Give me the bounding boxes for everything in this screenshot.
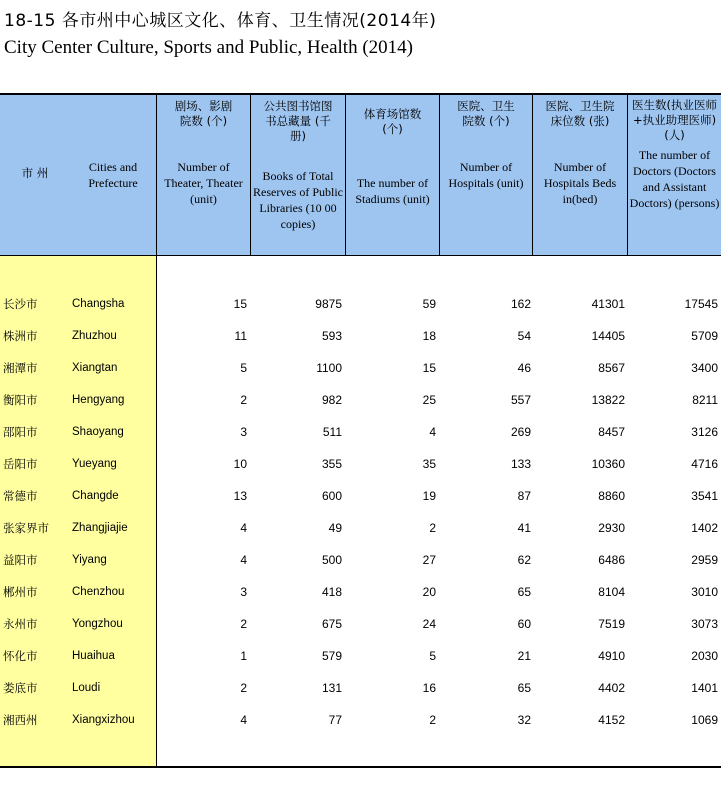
table-row [0, 520, 721, 552]
cell-stadiums: 59 [422, 297, 436, 311]
city-name-en: Huaihua [72, 650, 115, 662]
city-name-en: Shaoyang [72, 426, 124, 438]
cell-doctors: 3073 [691, 617, 718, 631]
table-row [0, 424, 721, 456]
cell-hospitals: 21 [517, 649, 531, 663]
cell-books: 600 [321, 489, 342, 503]
cell-books: 579 [321, 649, 342, 663]
cell-hospitals: 557 [510, 393, 531, 407]
cell-doctors: 3126 [691, 425, 718, 439]
cell-theater: 15 [233, 297, 247, 311]
table-row [0, 296, 721, 328]
cell-doctors: 2030 [691, 649, 718, 663]
cell-beds: 4152 [598, 713, 625, 727]
cell-stadiums: 15 [422, 361, 436, 375]
header-city-en: Cities and Prefecture [88, 160, 138, 190]
cell-books: 1100 [316, 361, 342, 375]
city-name-cn: 长沙市 [3, 297, 38, 311]
table-row [0, 392, 721, 424]
cell-doctors: 1069 [691, 713, 718, 727]
cell-books: 355 [321, 457, 342, 471]
city-name-en: Yueyang [72, 458, 117, 470]
city-name-en: Loudi [72, 682, 101, 694]
cell-stadiums: 16 [422, 681, 436, 695]
city-name-en: Zhuzhou [72, 330, 117, 342]
cell-beds: 4910 [598, 649, 625, 663]
header-theater: 剧场、影剧院数 (个) Number of Theater, Theater (unit) [156, 95, 250, 255]
cell-hospitals: 62 [517, 553, 531, 567]
cell-theater: 4 [240, 553, 247, 567]
cell-stadiums: 2 [429, 521, 436, 535]
cell-beds: 14405 [591, 329, 625, 343]
cell-theater: 1 [240, 649, 247, 663]
cell-stadiums: 35 [422, 457, 436, 471]
cell-beds: 8457 [598, 425, 625, 439]
city-name-en: Changde [72, 490, 119, 502]
cell-books: 511 [322, 425, 342, 439]
bottom-rule [0, 766, 721, 768]
cell-stadiums: 2 [429, 713, 436, 727]
city-name-cn: 株洲市 [3, 329, 38, 343]
city-name-cn: 邵阳市 [3, 425, 38, 439]
table-row [0, 584, 721, 616]
city-name-cn: 湘西州 [3, 713, 38, 727]
city-name-cn: 怀化市 [3, 649, 38, 663]
cell-stadiums: 27 [422, 553, 436, 567]
city-name-en: Zhangjiajie [72, 522, 128, 534]
cell-beds: 10360 [591, 457, 625, 471]
header-city-cn: 市 州 [21, 166, 49, 180]
cell-stadiums: 18 [422, 329, 436, 343]
cell-beds: 2930 [598, 521, 625, 535]
cell-theater: 2 [240, 681, 247, 695]
city-name-cn: 湘潭市 [3, 361, 38, 375]
city-name-en: Chenzhou [72, 586, 125, 598]
cell-doctors: 8211 [692, 393, 718, 407]
cell-doctors: 1402 [691, 521, 718, 535]
city-name-en: Yiyang [72, 554, 107, 566]
header-stadiums: 体育场馆数 (个) The number of Stadiums (unit) [345, 95, 439, 255]
cell-doctors: 3541 [691, 489, 718, 503]
page-title-en: City Center Culture, Sports and Public, Health (2014) [4, 37, 413, 58]
cell-stadiums: 20 [422, 585, 436, 599]
cell-beds: 8104 [598, 585, 625, 599]
city-name-cn: 衡阳市 [3, 393, 38, 407]
cell-hospitals: 41 [517, 521, 531, 535]
cell-theater: 4 [240, 713, 247, 727]
cell-theater: 3 [240, 585, 247, 599]
cell-hospitals: 54 [517, 329, 531, 343]
table-header [0, 95, 721, 256]
city-name-cn: 郴州市 [3, 585, 38, 599]
cell-stadiums: 19 [422, 489, 436, 503]
city-name-en: Hengyang [72, 394, 125, 406]
cell-books: 593 [321, 329, 342, 343]
cell-theater: 2 [240, 617, 247, 631]
cell-doctors: 3400 [691, 361, 718, 375]
table-row [0, 616, 721, 648]
table-row [0, 552, 721, 584]
cell-theater: 2 [240, 393, 247, 407]
table-row [0, 648, 721, 680]
cell-books: 675 [321, 617, 342, 631]
table-row [0, 712, 721, 744]
page-title-cn: 18-15 各市州中心城区文化、体育、卫生情况(2014年) [4, 11, 437, 31]
cell-books: 49 [328, 521, 342, 535]
city-name-en: Changsha [72, 298, 125, 310]
cell-beds: 4402 [598, 681, 625, 695]
cell-stadiums: 25 [422, 393, 436, 407]
city-name-en: Xiangtan [72, 362, 118, 374]
cell-hospitals: 162 [510, 297, 531, 311]
cell-beds: 13822 [591, 393, 625, 407]
cell-hospitals: 65 [517, 681, 531, 695]
cell-stadiums: 24 [422, 617, 436, 631]
cell-theater: 4 [240, 521, 247, 535]
cell-beds: 7519 [598, 617, 625, 631]
cell-books: 9875 [315, 297, 342, 311]
city-name-cn: 永州市 [3, 617, 38, 631]
city-name-cn: 岳阳市 [3, 457, 38, 471]
cell-beds: 8567 [598, 361, 625, 375]
cell-theater: 10 [233, 457, 247, 471]
cell-books: 418 [321, 585, 342, 599]
city-name-cn: 益阳市 [3, 553, 38, 567]
cell-stadiums: 4 [429, 425, 436, 439]
cell-hospitals: 133 [510, 457, 531, 471]
cell-hospitals: 65 [517, 585, 531, 599]
cell-theater: 13 [233, 489, 247, 503]
cell-books: 982 [321, 393, 342, 407]
cell-books: 131 [321, 681, 342, 695]
cell-doctors: 3010 [691, 585, 718, 599]
cell-doctors: 2959 [691, 553, 718, 567]
city-name-cn: 娄底市 [3, 681, 38, 695]
table-row [0, 456, 721, 488]
cell-books: 500 [321, 553, 342, 567]
cell-hospitals: 46 [517, 361, 531, 375]
cell-theater: 3 [240, 425, 247, 439]
city-name-cn: 常德市 [3, 489, 38, 503]
cell-beds: 41301 [591, 297, 625, 311]
table-row [0, 328, 721, 360]
cell-hospitals: 87 [517, 489, 531, 503]
cell-hospitals: 269 [510, 425, 531, 439]
cell-doctors: 17545 [684, 297, 718, 311]
cell-doctors: 5709 [691, 329, 718, 343]
cell-theater: 5 [240, 361, 247, 375]
city-name-en: Yongzhou [72, 618, 123, 630]
header-books: 公共图书馆图书总藏量 (千册) Books of Total Reserves of Public Libraries (10 00 copies) [250, 95, 345, 255]
city-name-en: Xiangxizhou [72, 714, 135, 726]
cell-stadiums: 5 [429, 649, 436, 663]
cell-hospitals: 32 [517, 713, 531, 727]
table-row [0, 360, 721, 392]
cell-doctors: 4716 [691, 457, 718, 471]
cell-theater: 11 [234, 329, 247, 343]
table-row [0, 488, 721, 520]
cell-beds: 6486 [598, 553, 625, 567]
header-beds: 医院、卫生院床位数 (张) Number of Hospitals Beds in(bed) [532, 95, 627, 255]
cell-doctors: 1401 [691, 681, 718, 695]
table-row [0, 680, 721, 712]
cell-books: 77 [328, 713, 342, 727]
cell-hospitals: 60 [517, 617, 531, 631]
header-hospitals: 医院、卫生院数 (个) Number of Hospitals (unit) [439, 95, 532, 255]
city-name-cn: 张家界市 [3, 521, 49, 535]
cell-beds: 8860 [598, 489, 625, 503]
header-doctors: 医生数(执业医师+执业助理医师)(人) The number of Doctors (Doctors and Assistant Doctors) (persons) [627, 95, 721, 255]
